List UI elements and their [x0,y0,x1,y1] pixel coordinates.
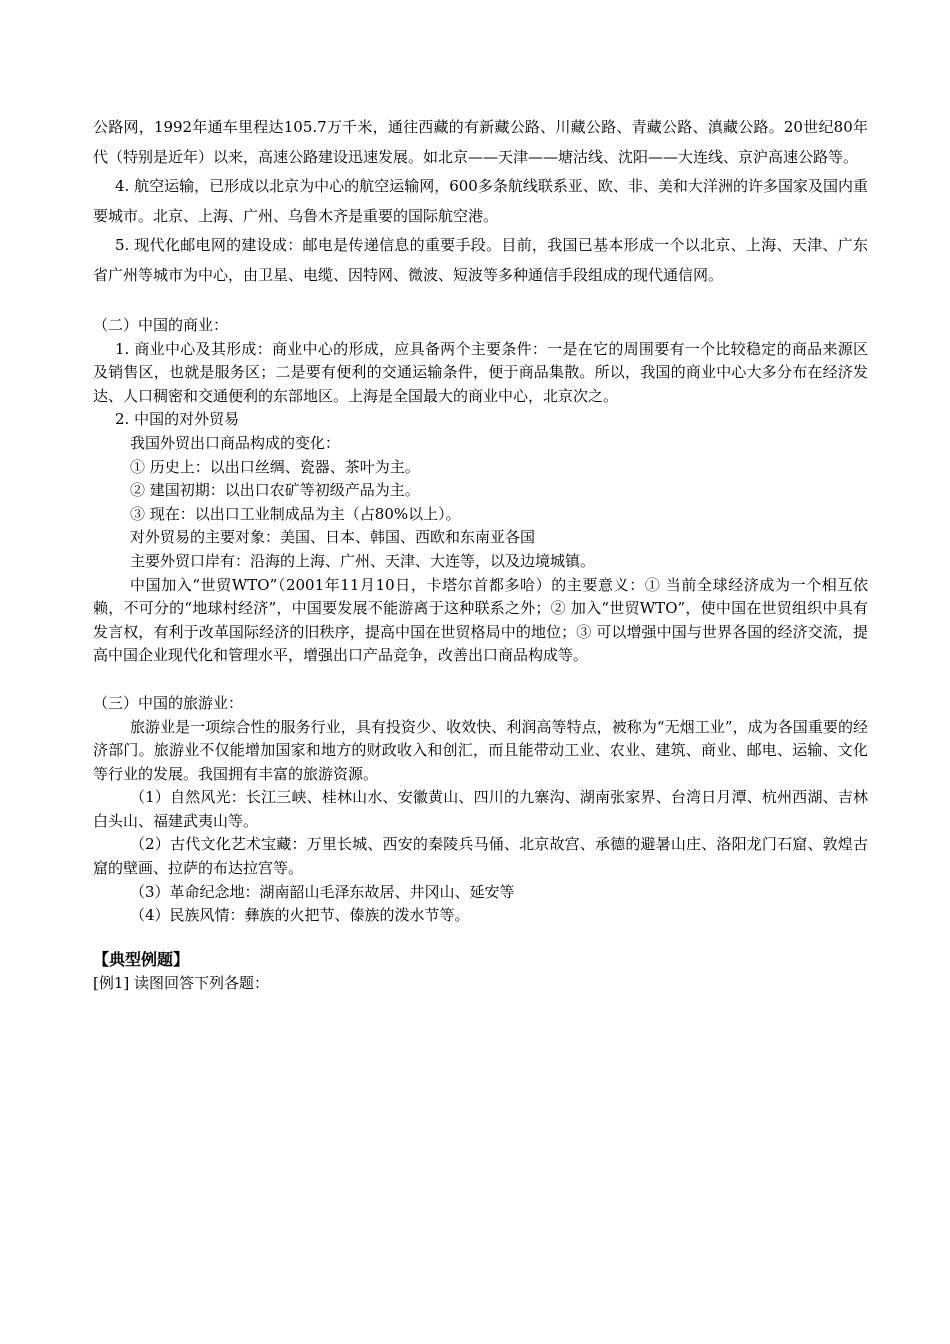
trade-ports-line: 主要外贸口岸有：沿海的上海、广州、天津、大连等，以及边境城镇。 [130,551,596,570]
air-transport-paragraph: 4. 航空运输，已形成以北京为中心的航空运输网，600多条航线联系亚、欧、非、美和大洋洲的许多国家及国内重要城市。北京、上海、广州、乌鲁木齐是重要的国际航空港。 [93,177,868,225]
tourism-culture-paragraph: （2）古代文化艺术宝藏：万里长城、西安的秦陵兵马俑、北京故宫、承德的避暑山庄、洛阳龙门石窟、敦煌古窟的壁画、拉萨的布达拉宫等。 [93,835,868,878]
export-item-3: ③ 现在：以出口工业制成品为主（占80%以上）。 [130,504,461,523]
commerce-title: （二）中国的商业： [93,316,229,334]
tourism-intro-paragraph: 旅游业是一项综合性的服务行业，具有投资少、收效快、利润高等特点，被称为“无烟工业”，成为各国重要的经济部门。旅游业不仅能增加国家和地方的财政收入和创汇，而且能带动工业、农业、建筑、商业、邮电、运输、文化等行业的发展。我国拥有丰富的旅游资源。 [93,717,868,783]
export-change-line: 我国外贸出口商品构成的变化： [130,433,341,452]
document-body [93,113,868,994]
commerce-center-paragraph: 1. 商业中心及其形成：商业中心的形成，应具备两个主要条件：一是在它的周围要有一个比较稳定的商品来源区及销售区，也就是服务区；二是要有便利的交通运输条件，便于商品集散。所以，我国的商业中心大多分布在经济发达、人口稠密和交通便利的东部地区。上海是全国最大的商业中心，北京次之。 [93,339,868,405]
tourism-nature-paragraph: （1）自然风光：长江三峡、桂林山水、安徽黄山、四川的九寨沟、湖南张家界、台湾日月潭、杭州西湖、吉林白头山、福建武夷山等。 [93,788,868,830]
example-1-line: [例1] 读图回答下列各题： [93,973,270,992]
export-item-1: ① 历史上：以出口丝绸、瓷器、茶叶为主。 [130,457,420,476]
tourism-ethnic-line: （4）民族风情：彝族的火把节、傣族的泼水节等。 [130,906,470,925]
tourism-revolution-line: （3）革命纪念地：湖南韶山毛泽东故居、井冈山、延安等 [130,882,515,901]
tourism-title: （三）中国的旅游业： [93,693,244,712]
foreign-trade-title: 2. 中国的对外贸易 [115,410,240,429]
commerce-section [93,314,868,668]
examples-section [93,948,868,994]
export-item-2: ② 建国初期：以出口农矿等初级产品为主。 [130,481,420,500]
road-paragraph: 公路网，1992年通车里程达105.7万千米，通往西藏的有新藏公路、川藏公路、青藏公路、滇藏公路。20世纪80年代（特别是近年）以来，高速公路建设迅速发展。如北京——天津——塘沽线、沈阳——大连线、京沪高速公路等。 [93,118,868,166]
tourism-section [93,692,868,928]
transport-section [93,113,868,290]
examples-heading: 【典型例题】 [93,949,190,969]
post-telecom-paragraph: 5. 现代化邮电网的建设成：邮电是传递信息的重要手段。目前，我国已基本形成一个以北京、上海、天津、广东省广州等城市为中心，由卫星、电缆、因特网、微波、短波等多种通信手段组成的现代通信网。 [93,236,868,284]
wto-paragraph: 中国加入“世贸WTO”（2001年11月10日，卡塔尔首都多哈）的主要意义：① 当前全球经济成为一个相互依赖，不可分的“地球村经济”，中国要发展不能游离于这种联系之外；② 加入“世贸WTO”，使中国在世贸组织中具有发言权，有利于改革国际经济的旧秩序，提高中国在世贸格局中的地位；③ 可以增强中国与世界各国的经济交流，提高中国企业现代化和管理水平，增强出口产品竞争，改善出口商品构成等。 [93,575,868,665]
trade-partners-line: 对外贸易的主要对象：美国、日本、韩国、西欧和东南亚各国 [130,528,536,547]
